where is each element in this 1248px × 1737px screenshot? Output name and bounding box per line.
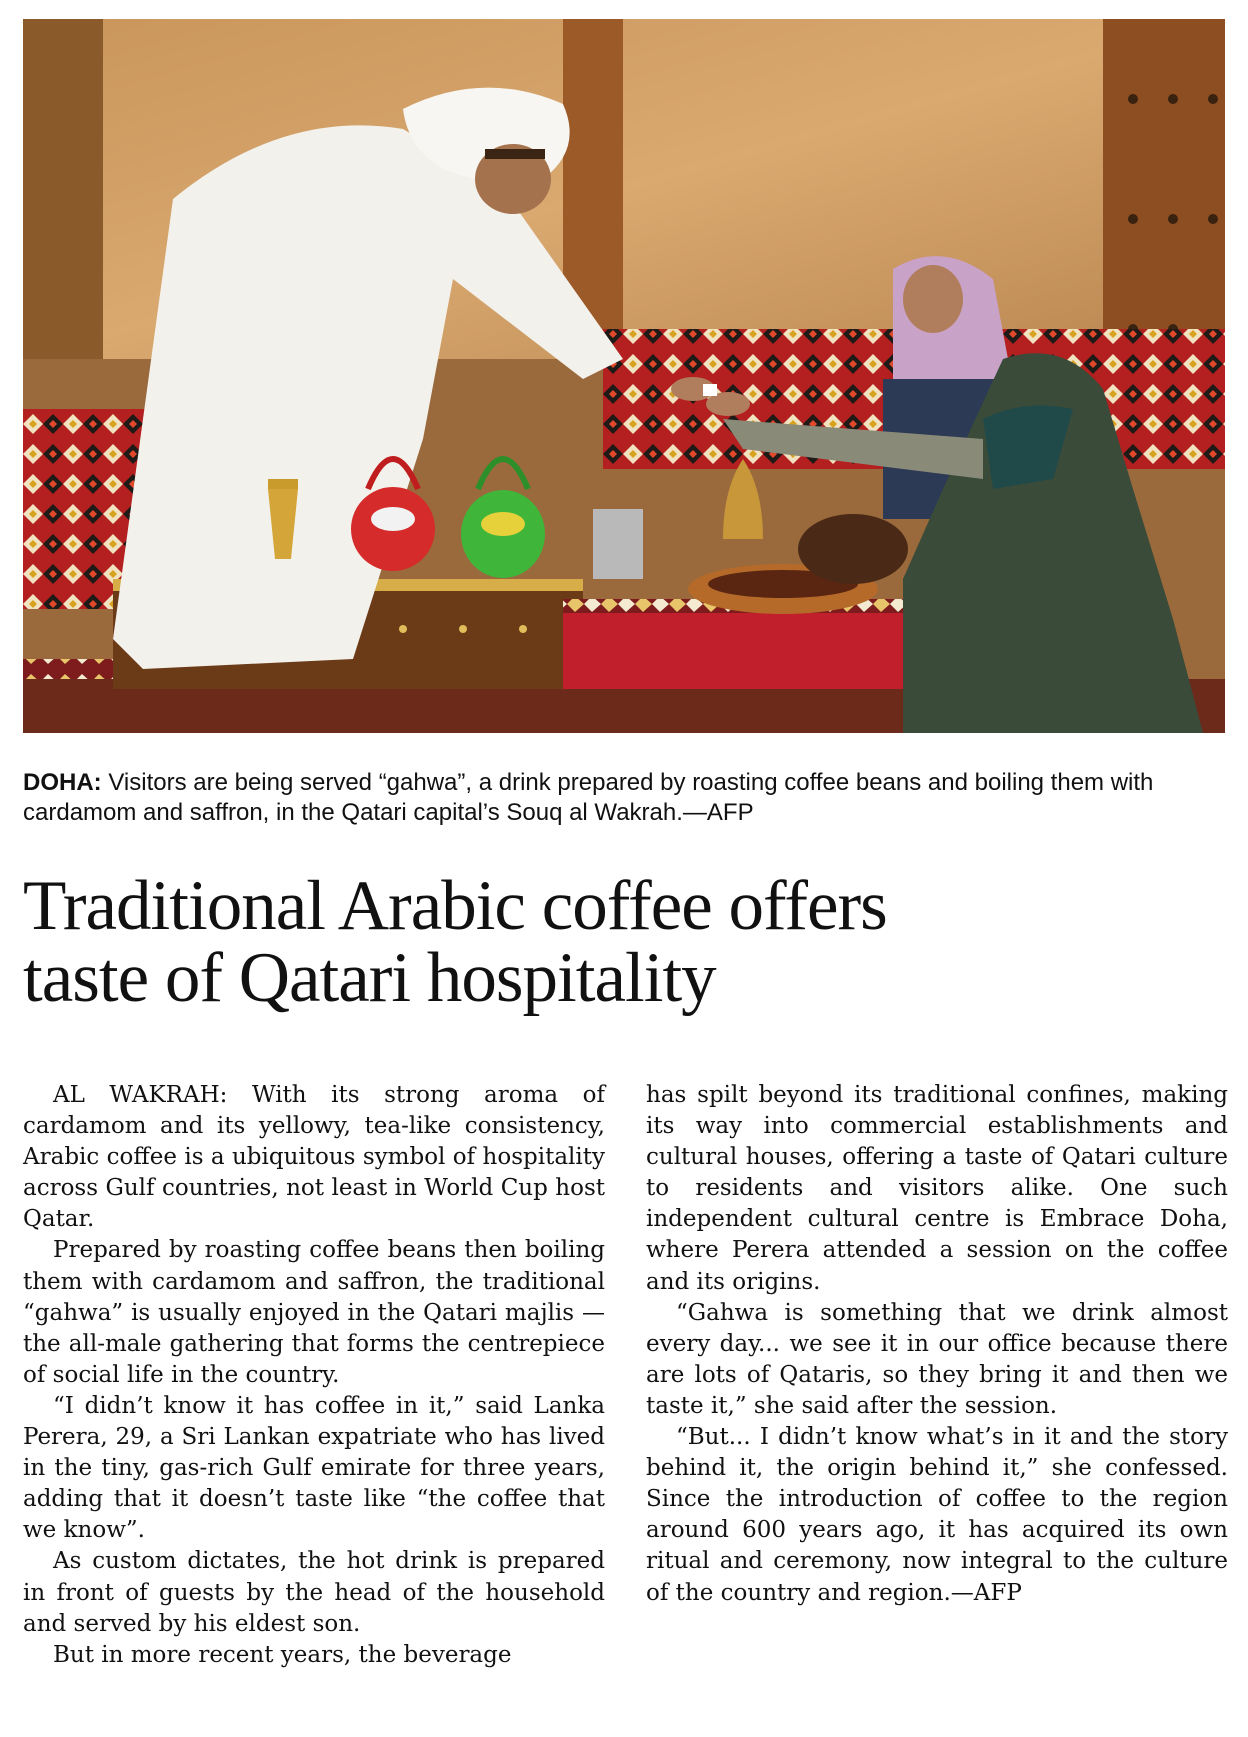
news-photo [23,19,1225,733]
article-column-left [23,1080,605,1671]
paragraph: has spilt beyond its traditional confines, making its way into commercial establishments and cultural houses, offering a taste of Qatari culture to residents and visitors alike. One such independent cultural centre is Embrace Doha, where Perera attended a session on the coffee and its origins. [646,1082,1228,1295]
photo-caption [23,768,1225,828]
headline-line-2: taste of Qatari hospitality [23,939,716,1017]
caption-dateline: DOHA: [23,769,102,796]
article-column-right [646,1080,1228,1609]
paragraph: As custom dictates, the hot drink is prepared in front of guests by the head of the household and served by his eldest son. [23,1548,605,1637]
paragraph: “Gahwa is something that we drink almost every day... we see it in our office because there are lots of Qataris, so they bring it and then we taste it,” she said after the session. [646,1299,1228,1419]
coffee-serving-illustration [23,19,1225,733]
headline-line-1: Traditional Arabic coffee offers [23,867,887,945]
caption-text: Visitors are being served “gahwa”, a drink prepared by roasting coffee beans and boiling them with cardamom and saffron, in the Qatari capital’s Souq al Wakrah.—AFP [23,769,1154,826]
paragraph: “But... I didn’t know what’s in it and the story behind it, the origin behind it,” she confessed. Since the introduction of coffee to the region around 600 years ago, it has acquired its own ritual and ceremony, now integral to the culture of the country and region.—AFP [646,1424,1228,1606]
paragraph: AL WAKRAH: With its strong aroma of cardamom and its yellowy, tea-like consistency, Arabic coffee is a ubiquitous symbol of hospitality across Gulf countries, not least in World Cup host Qatar. [23,1082,605,1233]
paragraph: Prepared by roasting coffee beans then boiling them with cardamom and saffron, the traditional “gahwa” is usually enjoyed in the Qatari majlis — the all-male gathering that forms the centrepiece of social life in the country. [23,1237,605,1388]
headline [23,867,1225,1017]
paragraph: But in more recent years, the beverage [53,1641,512,1668]
paragraph: “I didn’t know it has coffee in it,” said Lanka Perera, 29, a Sri Lankan expatriate who has lived in the tiny, gas-rich Gulf emirate for three years, adding that it doesn’t taste like “the coffee that we know”. [23,1392,605,1544]
